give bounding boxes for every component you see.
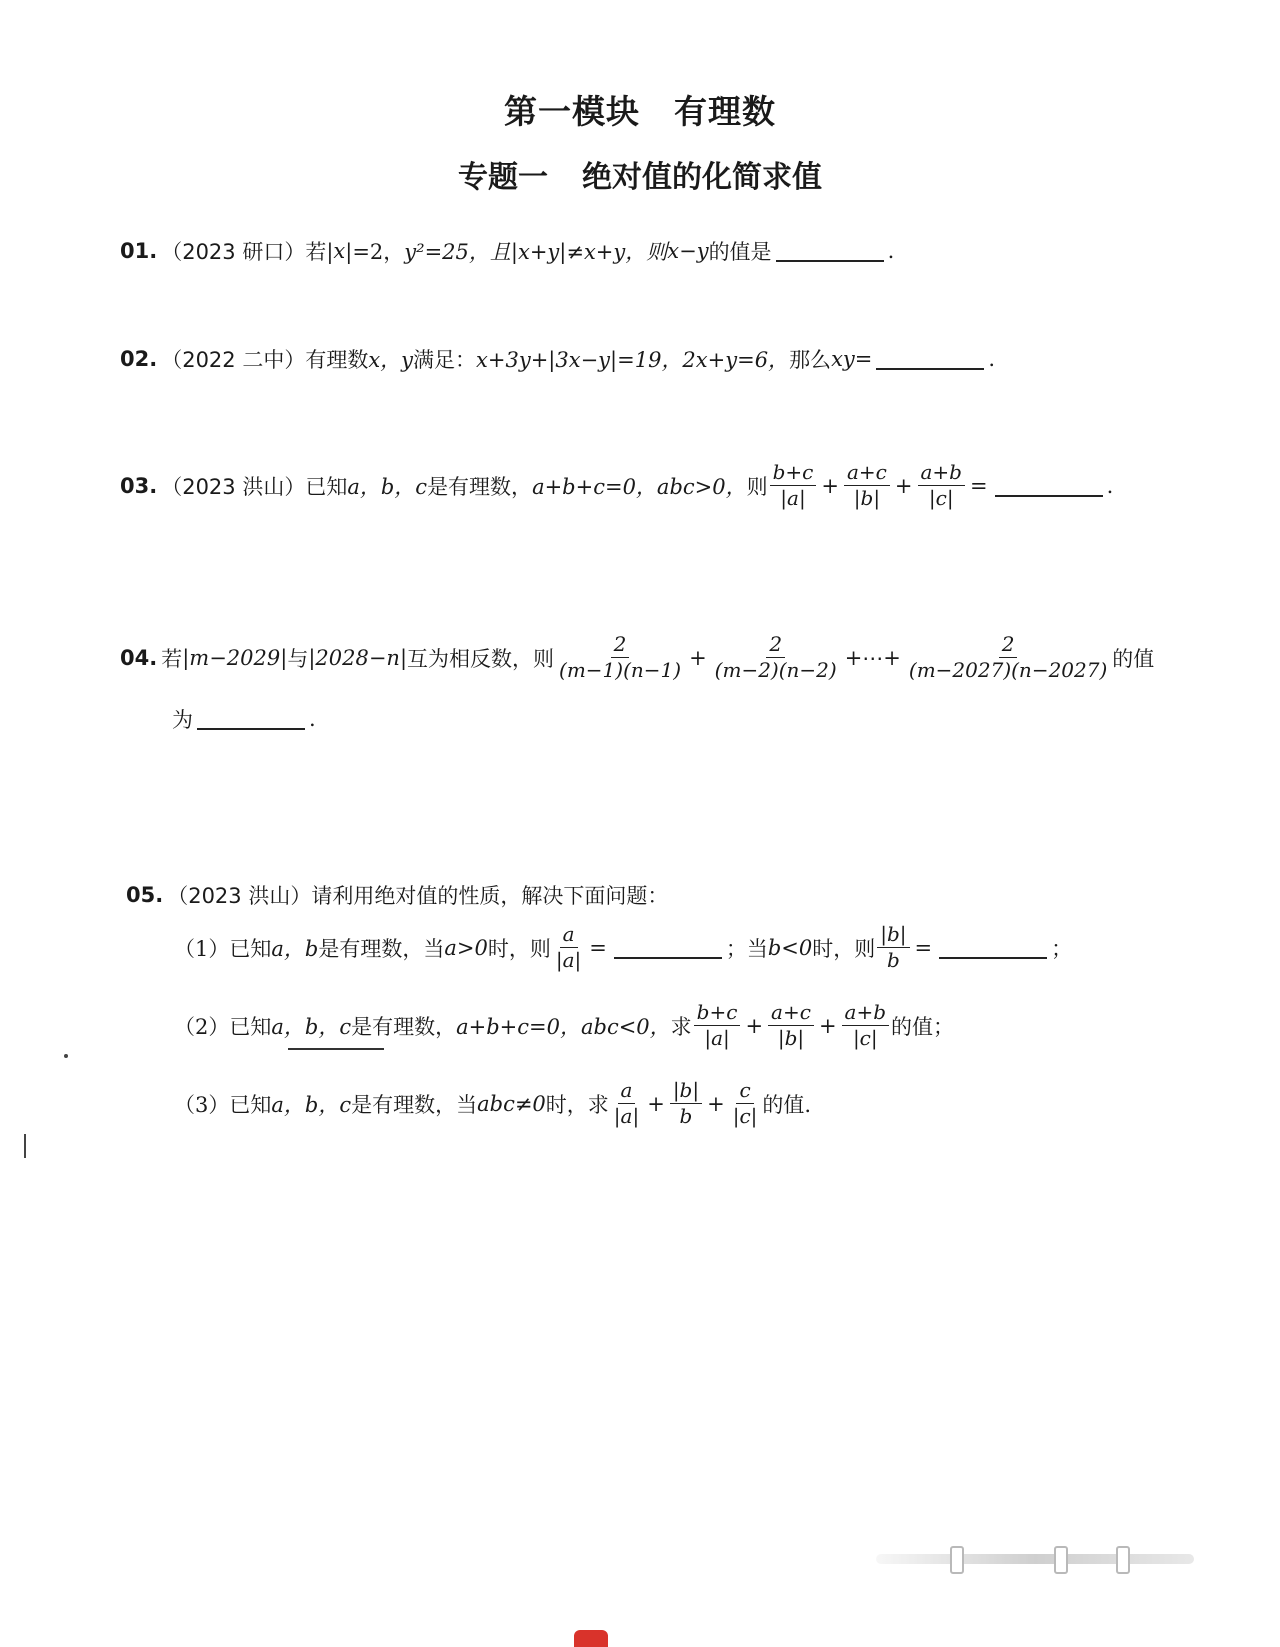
- module-label: 第一模块: [504, 92, 640, 131]
- fraction-numerator: |b|: [877, 924, 909, 948]
- question-text: 那么: [789, 348, 832, 372]
- question-text: 的值；: [891, 1014, 955, 1039]
- fraction: [670, 1080, 702, 1127]
- question-text: 是有理数，当: [351, 1092, 478, 1117]
- fraction: [611, 1080, 642, 1127]
- scrollbar-thumb: [1116, 1546, 1130, 1574]
- question-text: 时，则: [812, 936, 876, 961]
- math-expression: xy=: [831, 347, 873, 371]
- plus-sign: +: [689, 645, 707, 670]
- question-04: [120, 634, 1154, 681]
- fraction-numerator: b+c: [770, 462, 817, 486]
- plus-sign: +: [707, 1091, 725, 1116]
- question-text: 的值.: [762, 1092, 812, 1117]
- fraction: [730, 1080, 761, 1127]
- fraction-denominator: (m−2)(n−2): [714, 658, 837, 682]
- plus-sign: +: [745, 1013, 764, 1038]
- question-05-part-2: [174, 1002, 954, 1049]
- question-text: 已知: [229, 936, 272, 961]
- scrollbar-thumb: [1054, 1546, 1068, 1574]
- question-text: 则: [746, 474, 768, 499]
- question-text: 已知: [305, 474, 348, 499]
- question-text: 若: [161, 646, 183, 671]
- question-text: 已知: [229, 1014, 272, 1039]
- topic-label: 专题一: [458, 160, 548, 195]
- equals-sign: =: [914, 935, 933, 960]
- scrollbar-bar: [876, 1554, 1194, 1564]
- question-text: |=2，: [345, 240, 405, 264]
- fraction: [556, 634, 684, 681]
- question-05-part-1: [174, 924, 1072, 971]
- question-number: 03.: [120, 473, 158, 498]
- fraction: [877, 924, 909, 971]
- math-expression: x+3y+|3x−y|=19，2x+y=6，: [476, 348, 790, 372]
- question-05-part-3: [174, 1080, 811, 1127]
- question-text: 与: [287, 646, 309, 671]
- question-number: 02.: [120, 347, 158, 371]
- fraction: [918, 462, 965, 509]
- question-text: 是有理数，: [351, 1014, 457, 1039]
- question-text: ；当: [725, 936, 768, 961]
- fraction-numerator: a+c: [768, 1002, 814, 1026]
- math-expression: x−y: [667, 239, 709, 263]
- question-text: 是有理数，当: [318, 936, 445, 961]
- math-expression: |m−2029|: [182, 645, 288, 670]
- math-variable: x: [333, 239, 346, 263]
- fraction-denominator: |b|: [777, 1026, 805, 1050]
- plus-sign: +: [818, 1013, 837, 1038]
- fraction-denominator: (m−1)(n−1): [559, 658, 682, 682]
- question-text: 若|: [305, 240, 334, 264]
- question-text: 求: [670, 1014, 692, 1039]
- question-text: 时，求: [545, 1092, 609, 1117]
- answer-blank[interactable]: [776, 240, 884, 262]
- math-variable: x，y: [368, 348, 414, 372]
- question-source: （2022 二中）: [161, 348, 306, 372]
- math-expression: b<0: [767, 935, 813, 960]
- fraction-numerator: 2: [999, 634, 1018, 658]
- fraction: [553, 924, 584, 971]
- fraction: [712, 634, 840, 681]
- fraction-denominator: (m−2027)(n−2027): [908, 658, 1108, 682]
- fraction-numerator: c: [736, 1080, 753, 1104]
- question-text: 是有理数，: [427, 474, 533, 499]
- fraction: [842, 1002, 889, 1049]
- math-variable: a，b，c: [347, 474, 428, 499]
- scan-dot: [64, 1054, 68, 1058]
- math-variable: a，b，c: [271, 1014, 352, 1039]
- fraction-denominator: |b|: [853, 486, 881, 510]
- fraction-denominator: |a|: [613, 1104, 640, 1128]
- question-source: （2023 研口）: [161, 240, 306, 264]
- fraction-denominator: |a|: [780, 486, 806, 510]
- fraction-denominator: b: [886, 948, 900, 972]
- question-text: 时，则: [487, 936, 551, 961]
- plus-sign: +: [821, 473, 839, 498]
- question-source: （2023 洪山）: [161, 474, 306, 499]
- ellipsis-sum: +⋯+: [844, 645, 901, 670]
- plus-sign: +: [894, 473, 913, 498]
- math-expression: |2028−n|: [308, 645, 408, 670]
- pen-underline: [288, 1048, 384, 1050]
- topic-subject: 绝对值的化简求值: [582, 160, 822, 195]
- fraction-numerator: a+c: [844, 462, 890, 486]
- question-source: （2023 洪山）: [167, 884, 312, 908]
- fraction: [770, 462, 817, 509]
- question-end: .: [309, 707, 316, 731]
- module-subject: 有理数: [674, 92, 776, 131]
- question-end: .: [1106, 473, 1114, 498]
- fraction-numerator: b+c: [694, 1002, 741, 1026]
- question-01: [120, 236, 894, 266]
- fraction-numerator: 2: [611, 634, 630, 658]
- question-end: .: [988, 347, 996, 371]
- fraction-denominator: |a|: [704, 1026, 730, 1050]
- math-expression: abc≠0: [477, 1091, 546, 1116]
- part-label: （1）: [174, 936, 230, 961]
- part-label: （2）: [174, 1014, 230, 1039]
- fraction: [694, 1002, 741, 1049]
- module-title: [0, 86, 1280, 133]
- fraction-numerator: a: [560, 924, 578, 948]
- fraction: [768, 1002, 814, 1049]
- question-04-line2: [172, 704, 316, 734]
- fraction-numerator: a+b: [918, 462, 965, 486]
- fraction-denominator: |c|: [852, 1026, 878, 1050]
- question-text: 互为相反数，则: [407, 646, 555, 671]
- scan-line: [24, 1134, 26, 1158]
- answer-blank[interactable]: [614, 937, 722, 959]
- question-end: ；: [1051, 936, 1073, 961]
- question-text: 已知: [229, 1092, 272, 1117]
- math-variable: a，b: [271, 936, 319, 961]
- math-expression: a+b+c=0，abc<0，: [456, 1014, 671, 1039]
- question-text: 的值: [1112, 646, 1155, 671]
- question-text: 的值是: [708, 240, 772, 264]
- math-variable: a，b，c: [271, 1092, 352, 1117]
- math-expression: y²=25，且|x+y|≠x+y，则: [404, 240, 668, 264]
- question-end: .: [887, 239, 895, 263]
- fraction-denominator: |c|: [928, 486, 954, 510]
- fraction-numerator: a+b: [842, 1002, 889, 1026]
- fraction-denominator: |a|: [555, 948, 582, 972]
- question-text: 为: [172, 708, 193, 732]
- fraction-denominator: b: [679, 1104, 693, 1128]
- red-page-mark: [574, 1630, 608, 1647]
- question-05: [126, 880, 668, 910]
- math-expression: a+b+c=0，abc>0，: [532, 474, 747, 499]
- fraction: [844, 462, 890, 509]
- equals-sign: =: [969, 473, 988, 498]
- question-02: [120, 344, 995, 374]
- question-text: 满足：: [413, 348, 477, 372]
- scrollbar-track[interactable]: [876, 1546, 1194, 1572]
- answer-blank[interactable]: [197, 708, 305, 730]
- fraction: [906, 634, 1110, 681]
- fraction-numerator: a: [618, 1080, 636, 1104]
- answer-blank[interactable]: [939, 937, 1047, 959]
- question-text: 有理数: [305, 348, 369, 372]
- math-expression: a>0: [444, 935, 488, 960]
- question-text: 请利用绝对值的性质，解决下面问题：: [311, 884, 669, 908]
- question-03: [120, 462, 1113, 509]
- part-label: （3）: [174, 1092, 230, 1117]
- fraction-denominator: |c|: [732, 1104, 758, 1128]
- fraction-numerator: |b|: [670, 1080, 702, 1104]
- fraction-numerator: 2: [766, 634, 785, 658]
- answer-blank[interactable]: [876, 348, 984, 370]
- plus-sign: +: [647, 1091, 665, 1116]
- scrollbar-thumb[interactable]: [950, 1546, 964, 1574]
- answer-blank[interactable]: [995, 475, 1103, 497]
- question-number: 01.: [120, 239, 158, 263]
- equals-sign: =: [589, 935, 607, 960]
- topic-title: [0, 152, 1280, 196]
- question-number: 04.: [120, 645, 158, 670]
- question-number: 05.: [126, 883, 164, 907]
